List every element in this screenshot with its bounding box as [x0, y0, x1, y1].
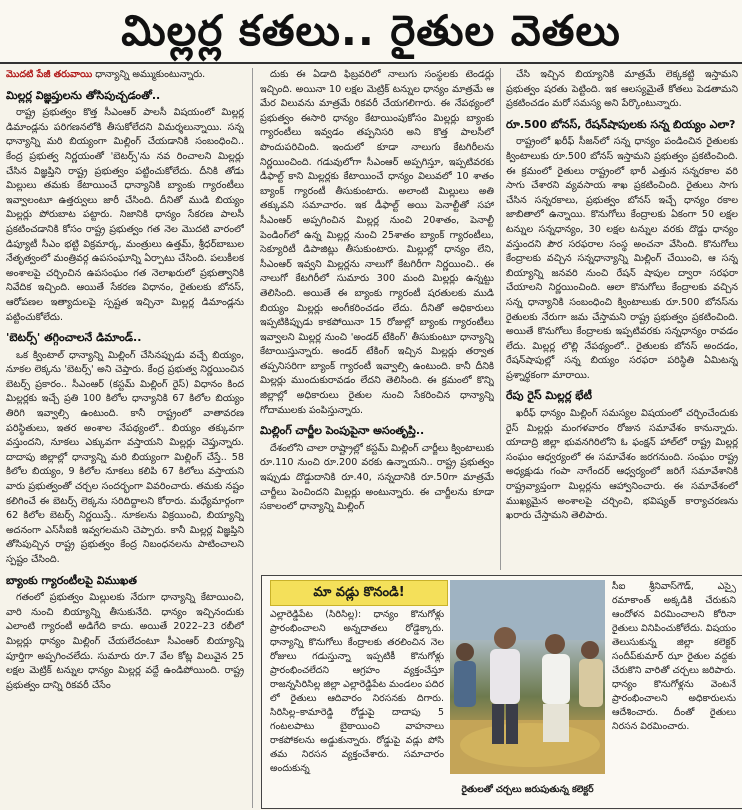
- continued-from-label: మొదటి పేజీ తరువాయి: [6, 69, 93, 80]
- paragraph: రాష్ట్రంలో ఖరీఫ్ సీజన్‌లో సన్న ధాన్యం పండించిన రైతులకు క్వింటాలుకు రూ.500 బోనస్ ఇస్తామని ప్రభుత్వం ప్రకటించింది. ఈ క్రమంలో రైతులు రాష్ట్రంలో భారీ ఎత్తున సన్నరకాల వరి సాగు చేశారని వ్యవసాయ శాఖ ప్రకటించింది. రైతులు సాగు చేసిన సన్నరకాలు, ప్రభుత్వం బోనస్ ఇచ్చే ధాన్యం రకాల జాబితాలో ఉన్నాయి. కొనుగోలు కేంద్రాలకు ఏకంగా 50 లక్షల టన్నుల సన్నధాన్యం, 30 లక్షల టన్నుల వరకు దొడ్డు ధాన్యం వస్తుందని పౌర సరఫరాల సంస్థ అంచనా వేసింది. కొనుగోలు కేంద్రాలకు వచ్చిన సన్నధాన్యాన్ని మిల్లింగ్ చేయించి, ఆ సన్న బియ్యాన్ని జనవరి నుంచి రేషన్ షాపుల ద్వారా సరఫరా చేయాలని నిర్ణయించింది. ఆలా కొనుగోలు కేంద్రాలకు వచ్చిన సన్న ధాన్యానికి సంబంధించి క్వింటాలుకు రూ.500 బోనస్‌ను రైతులకు నేరుగా జమ చేస్తామని రాష్ట్ర ప్రభుత్వం ప్రకటించింది. అయితే కొనుగోలు కేంద్రాలకు ఇప్పటివరకు సన్నధాన్యం రావడం లేదు. మిల్లర్ల లొల్లి నేపథ్యంలో.. రైతులకు బోనస్ అందడం, రేషన్‌షాపుల్లో సన్న బియ్యం సరఫరా పరిస్థితి ఏమిటన్న ప్రశ్నార్థకంగా మారాయి.: [506, 136, 738, 381]
- box-headline: మా వడ్లు కొనండి!: [270, 580, 448, 606]
- subheading-3: బ్యాంకు గ్యారంటీలపై విముఖత: [6, 573, 137, 587]
- article-column-2: [260, 68, 494, 570]
- news-photo: [450, 580, 605, 774]
- article-column-1: [6, 68, 244, 808]
- paragraph: ఒక క్వింటాల్ ధాన్యాన్ని మిల్లింగ్ చేసినప్పుడు వచ్చే బియ్యం, నూకల లెక్కను 'బెటర్స్' అని చెప్తారు. కేంద్ర ప్రభుత్వ నిర్ణయించిన బెటర్స్ ప్రకారం.. సీఎంఆర్ (కస్టమ్ మిల్లింగ్ రైస్) విధానం కింద మిల్లర్లకు ఇచ్చే ప్రతి 100 కిలోల ధాన్యానికి 67 కిలోల బియ్యం తిరిగి ఇవ్వాల్సి ఉంటుంది. కానీ రాష్ట్రంలో వాతావరణ పరిస్థితులు, ఇతర అంశాల నేపథ్యంలో.. బియ్యం తక్కువగా వస్తుందని, నూకలు ఎక్కువగా వస్తాయని మిల్లర్లు చెప్తున్నారు. దాదాపు జిల్లాల్లో ధాన్యాన్ని మరి బియ్యంగా మిల్లింగ్ చేస్తే.. 58 కిలోల బియ్యం, 9 కిలోల నూకలు కలిపి 67 కిలోలు వస్తాయని వారు ప్రభుత్వంతో చర్చల సందర్భంగా వివరించారు. తమకు నష్టం కలిగించే ఈ బెటర్స్ లెక్కను సరిదిద్దాలని కోరారు. మధ్యేమార్గంగా 62 కిలోల బెటర్స్ నిర్ణయిస్తే.. నూకలను విక్రయించి, బియ్యాన్ని అదనంగా ఎస్‌సీఐకి ఇవ్వగలమని చెప్పారు. కానీ మిల్లర్ల విజ్ఞప్తిని తోసిపుచ్చిన రాష్ట్ర ప్రభుత్వం కేంద్ర నిబంధనలను పాటించాలని స్పష్టం చేసింది.: [6, 349, 244, 565]
- subheading-5: రూ.500 బోనస్, రేషన్‌షాపులకు సన్న బియ్యం ఎలా?: [506, 117, 736, 131]
- photo-caption: రైతులతో చర్చలు జరుపుతున్న కలెక్టర్: [461, 784, 594, 795]
- subheading-1: మిల్లర్ల విజ్ఞప్తులను తోసిపుచ్చడంతో..: [6, 88, 161, 102]
- box-body-left: ఎల్లారెడ్డిపేట (సిరిసిల్ల): ధాన్యం కొనుగోళ్లు ప్రారంభించాలని అన్నదాతలు రోడ్డెక్కారు. ధాన్యాన్ని కొనుగోలు కేంద్రాలకు తరలించిన నెల రోజులు గడుస్తున్నా ఇప్పటికీ కొనుగోళ్లు ప్రారంభించలేదని ఆగ్రహం వ్యక్తంచేస్తూ రాజన్నసిరిసిల్ల జిల్లా ఎల్లారెడ్డిపేట మండలం పదిర లో రైతులు ఆదివారం నిరసనకు దిగారు. సిరిసిల్ల–కామారెడ్డి రోడ్డుపై దాదాపు 5 గంటలపాటు బైఠాయించి వాహనాలు రాకపోకలను అడ్డుకున్నారు. రోడ్డుపై వడ్లు పోసి తమ నిరసన వ్యక్తంచేశారు. సమాచారం అందుకున్న: [270, 609, 444, 774]
- subheading-4: మిల్లింగ్ చార్జీల పెంపుపైనా అసంతృప్తి..: [260, 424, 425, 438]
- column-divider: [500, 68, 501, 570]
- news-photo-illustration: [450, 580, 605, 774]
- paragraph: రాష్ట్ర ప్రభుత్వం కొత్త సీఎంఆర్ పాలసీ విషయంలో మిల్లర్ల డిమాండ్లను పరిగణనలోకి తీసుకోలేదని విమర్శలున్నాయి. సన్న ధాన్యాన్ని మరి బియ్యంగా మిల్లింగ్ చేయడానికి సంబంధించి.. కేంద్ర ప్రభుత్వ నిర్ణయంతో 'బెటర్స్'ను నవ రించాలని మిల్లర్లు చేసిన విజ్ఞప్తిని రాష్ట్ర ప్రభుత్వం పట్టించుకోలేదు. దీనికి తోడు మిల్లులు తమకు కేటాయించే ధాన్యానికి బ్యాంకు గ్యారంటీలు ఇవ్వాలంటూ ఉత్తర్వులు జారీ చేసింది. దీనితో ముడి బియ్యం మిల్లర్లు పోరుబాట పట్టారు. నిజానికి ధాన్యం సేకరణ పాలసీ ప్రకటించడానికి కోసం రాష్ట్ర ప్రభుత్వం గత నెల మొదటి వారంలో డిప్యూటీ సీఎం భట్టి విక్రమార్క, మంత్రులు ఉత్తమ్, శ్రీధర్‌బాబుల నేతృత్వంలో మంత్రివర్గ ఉపసంఘాన్ని ఏర్పాటు చేసింది. పలుకీలక అంశాలపై చర్చించిన ఉపసంఘం గత నెలాఖరులో ప్రభుత్వానికి నివేదిక ఇచ్చింది. ఆయితే సేకరణ విధానం, రైతులకు బోనస్, ఆరోపణల ఇత్యాదులపై స్పష్టత ఇచ్చినా మిల్లర్ల డిమాండ్లను పట్టించుకోలేదు.: [6, 107, 244, 323]
- paragraph: దేశంలోని చాలా రాష్ట్రాల్లో కస్టమ్ మిల్లింగ్ చార్జీలు క్వింటాలుకు రూ.110 నుంచి రూ.200 వరకు ఉన్నాయని.. రాష్ట్ర ప్రభుత్వం ఇప్పుడు దొడ్డుదానికి రూ.40, సన్నదానికి రూ.50గా మాత్రమే చార్జీలు పెంచిందని మిల్లర్లు అంటున్నారు. ఈ చార్జీలను కూడా సకాలంలో ధాన్యాన్ని మిల్లింగ్: [260, 442, 494, 513]
- box-body-right: సీఐ శ్రీనివాస్‌గౌడ్, ఎస్సై రమాకాంత్ అక్కడికి చేరుకుని ఆందోళన విరమించాలని కోరినా రైతులు వినిపించుకోలేదు. విషయం తెలుసుకున్న జిల్లా కలెక్టర్ సందీప్‌కుమార్ ఝా రైతుల వద్దకు చేరుకొని వారితో చర్చలు జరిపారు. ధాన్యం కొనుగోళ్లను వెంటనే ప్రారంభించాలని అధికారులను ఆదేశించారు. దీంతో రైతులు నిరసన విరమించారు.: [612, 581, 736, 732]
- page-headline: మిల్లర్ల కతలు.. రైతుల వెతలు: [0, 0, 742, 64]
- paragraph: చేసి ఇచ్చిన బియ్యానికి మాత్రమే లెక్కకట్టి ఇస్తామని ప్రభుత్వం షరతు పెట్టింది. ఇక ఆలస్యమైతే కోతలు పెడతామని ప్రకటించడం మరో సమస్య అని పేర్కొంటున్నారు.: [506, 69, 738, 110]
- paragraph: ఖరీఫ్ ధాన్యం మిల్లింగ్ సమస్యల విషయంలో చర్చించేందుకు రైస్ మిల్లర్లు మంగళవారం రోజున సమావేశం కానున్నారు. యాదాద్రి జిల్లా భువనగిరిలోని ఓ ఫంక్షన్ హాల్‌లో రాష్ట్ర మిల్లర్ల సంఘం ఆధ్వర్యంలో ఈ సమావేశం జరగనుంది. సంఘం రాష్ట్ర అధ్యక్షుడు గంపా నాగేందర్ ఆధ్వర్యంలో జరిగే సమావేశానికి రాష్ట్రవ్యాప్తంగా మిల్లర్లను ఆహ్వానించారు. ఈ సమావేశంలో ముఖ్యమైన అంశాలపై చర్చించి, భవిష్యత్ కార్యాచరణను ఖరారు చేస్తామని తెలిపారు.: [506, 408, 738, 522]
- boxed-news-item: [261, 575, 742, 809]
- lead-tail: ధాన్యాన్ని అమ్ముకుంటున్నారు.: [95, 69, 206, 80]
- paragraph: దుకు ఈ ఏడాది ఫిబ్రవరిలో నాలుగు సంస్థలకు టెండర్లు ఇచ్చింది. అయినా 10 లక్షల మెట్రిక్ టన్నుల ధాన్యం మాత్రమే ఆ మేర విలువను మాత్రమే రికవరీ చేయగలిగారు. ఈ నేపథ్యంలో ప్రభుత్వం ఈసారి ధాన్యం కేటాయింపుకోసం మిల్లర్లు బ్యాంకు గ్యారంటీలు ఇవ్వడం తప్పనిసరి అని కొత్త పాలసీలో పొందుపరిచింది. ఇందులో కూడా నాలుగు కేటగిరీలను నిర్ణయించింది. గడువులోగా సీఎంఆర్ అప్పగిస్తూ, ఇప్పటివరకు డీఫాల్ట్ కాని మిల్లర్లకు కేటాయించే ధాన్యం విలువలో 10 శాతం బ్యాంక్ గ్యారంటీ తీసుకుంటారు. అలాంటి మిల్లులు అతి తక్కువని సమాచారం. ఇక డీఫాల్ట్ అయి పెనాల్టీతో సహా సీఎంఆర్ అప్పగించిన మిల్లర్ల నుంచి 20శాతం, పెనాల్టీ పెండింగ్‌లో ఉన్న మిల్లర్ల నుంచి 25శాతం బ్యాంక్ గ్యారంటీలు, సెక్యూరిటీ డిపాజిట్లు తీసుకుంటారు. మిల్లుల్లో ధాన్యం లేని, సీఎంఆర్ ఇవ్వని మిల్లర్లను నాలుగో కేటగిరీగా నిర్ణయించి.. ఈ నాలుగో కేటగిరీలో సుమారు 300 మంది మిల్లర్లు ఉన్నట్టు తెలిసింది. అయితే ఈ బ్యాంకు గ్యారంటీ షరతులకు ముడి బియ్యం మిల్లర్లు అంగీకరించడం లేదు. దీనితో అధికారులు ఇప్పటికిప్పుడు కాకపోయినా 15 రోజుల్లో బ్యాంకు గ్యారంటీలు ఇవ్వాలని మిల్లర్ల నుంచి 'అండర్ టేకింగ్' తీసుకుంటూ ధాన్యాన్ని కేటాయిస్తున్నారు. అండర్ టేకింగ్ ఇచ్చిన మిల్లర్లు తర్వాత తప్పనిసరిగా బ్యాంక్ గ్యారంటీ ఇవ్వాల్సి ఉంటుంది. కానీ దీనికి మిల్లర్లు ముందుకురావడం లేదని తెలిసింది. ఈ క్రమంలో కొన్ని జిల్లాల్లో అధికారులు రైతుల నుంచి సేకరించిన ధాన్యాన్ని గోదాములకు పంపిస్తున్నారు.: [260, 69, 494, 416]
- column-divider: [252, 68, 253, 808]
- paragraph: గతంలో ప్రభుత్వం మిల్లులకు నేరుగా ధాన్యాన్ని కేటాయించి, వారి నుంచి బియ్యాన్ని తీసుకునేది. ధాన్యం ఇచ్చినందుకు ఎలాంటి గ్యారంటీ అడిగేది కాదు. అయితే 2022–23 రబీలో మిల్లర్లు ధాన్యం మిల్లింగ్ చేయలేదంటూ సీఎంఆర్ బియ్యాన్ని పూర్తిగా అప్పగించలేదు. సుమారు రూ.7 వేల కోట్ల విలువైన 25 లక్షల మెట్రిక్ టన్నుల ధాన్యం మిల్లర్ల వద్దే ఉండిపోయింది. రాష్ట్ర ప్రభుత్వం దాన్ని రికవరీ చేసేం: [6, 592, 244, 691]
- subheading-2: 'బెటర్స్' తగ్గించాలనే డిమాండ్..: [6, 331, 142, 345]
- subheading-6: రేపు రైస్ మిల్లర్ల భేటీ: [506, 389, 592, 403]
- article-column-3: [506, 68, 738, 570]
